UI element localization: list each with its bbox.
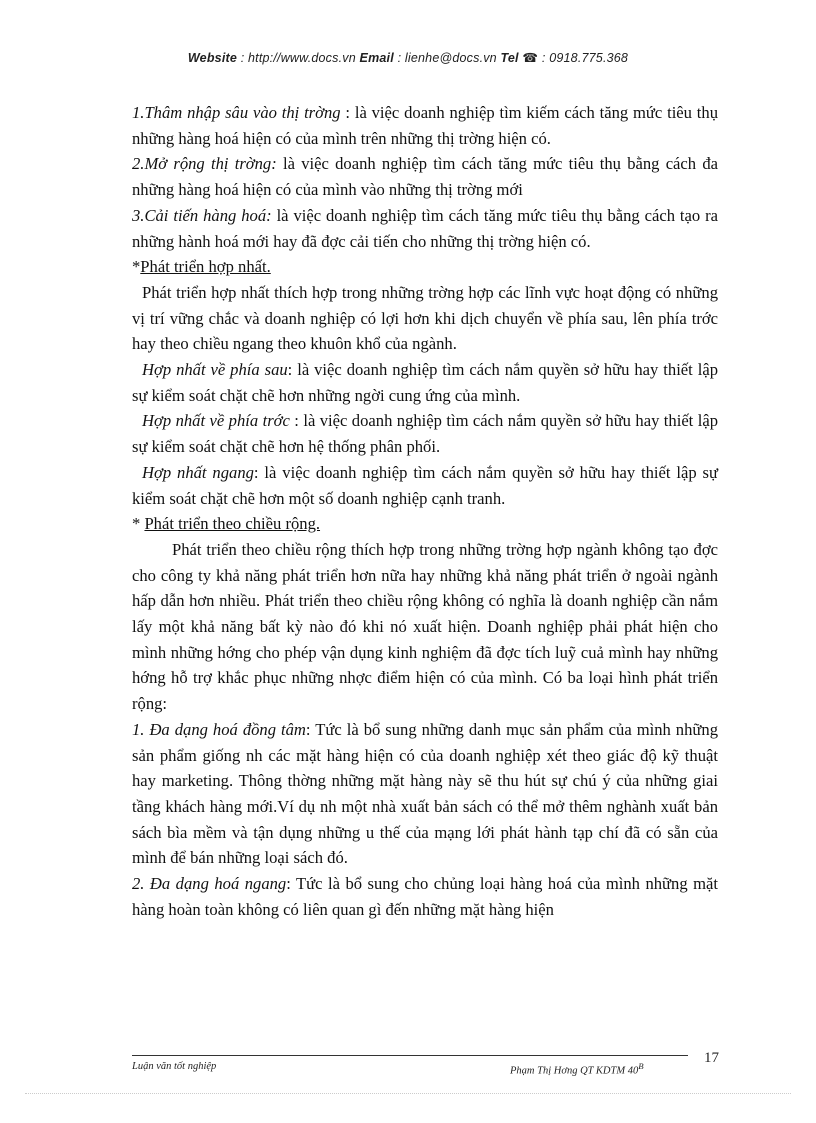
phone-icon: ☎ (522, 51, 539, 65)
website-label: Website (187, 51, 238, 65)
term-horizontal-integration: Hợp nhất ngang (142, 462, 254, 482)
paragraph-integration: Phát triển hợp nhất thích hợp trong những trờng hợp các lĩnh vực hoạt động có những vị trí vững chắc và doanh nghiệp có lợi hơn khi dịch chuyển về phía sau, lên phía trớc hay theo chiều ngang theo khuôn khổ của ngành. (132, 282, 718, 354)
paragraph-market-penetration: 1.Thâm nhập sâu vào thị trờng : là việc doanh nghiệp tìm kiếm cách tăng mức tiêu thụ những hàng hoá hiện có của mình trên những thị trờng hiện có. (132, 103, 718, 148)
website-url[interactable]: : http://www.docs.vn (237, 51, 360, 65)
term-market-expansion: 2.Mở rộng thị trờng: (132, 154, 277, 174)
footer-author-sup: B (638, 1061, 644, 1071)
term-product-improvement: 3.Cải tiến hàng hoá: (132, 205, 272, 225)
footer-author: Phạm Thị Hơng QT KDTM $40^B$ (510, 1061, 644, 1077)
paragraph-horizontal-diversification: 2. Đa dạng hoá ngang: Tức là bổ sung cho chủng loại hàng hoá của mình những mặt hàng hoàn toàn không có liên quan gì đến những mặt hàng hiện (132, 874, 718, 919)
heading-integration: *Phát triển hợp nhất. (132, 257, 271, 277)
document-body (132, 100, 718, 923)
page-number: 17 (704, 1050, 719, 1066)
term-backward-integration: Hợp nhất về phía sau (142, 360, 288, 380)
heading-diversification: * Phát triển theo chiều rộng. (132, 514, 321, 534)
email-address[interactable]: : lienhe@docs.vn (393, 51, 501, 65)
term-forward-integration: Hợp nhất về phía trớc (142, 411, 290, 431)
term-market-penetration: 1.Thâm nhập sâu vào thị trờng (132, 103, 341, 122)
heading-integration-title: Phát triển hợp nhất. (140, 257, 271, 277)
term-horizontal-diversification: 2. Đa dạng hoá ngang (132, 874, 287, 894)
paragraph-forward-integration: Hợp nhất về phía trớc : là việc doanh nghiệp tìm cách nắm quyền sở hữu hay thiết lập sự kiểm soát chặt chẽ hơn hệ thống phân phối. (132, 411, 718, 457)
email-label: Email (359, 51, 394, 65)
paragraph-backward-integration: Hợp nhất về phía sau: là việc doanh nghiệp tìm cách nắm quyền sở hữu hay thiết lập sự kiểm soát chặt chẽ hơn những ngời cung ứng của mình. (132, 360, 718, 405)
paragraph-diversification: Phát triển theo chiều rộng thích hợp trong những trờng hợp ngành không tạo đợc cho công ty khả năng phát triển hơn nữa hay những khả năng phát triển ở ngoài ngành hấp dẫn hơn nhiều. Phát triển theo chiều rộng không có nghĩa là doanh nghiệp cần nắm lấy một khả năng bất kỳ nào đó khi nó xuất hiện. Doanh nghiệp phải phát hiện cho mình những hớng cho phép vận dụng kinh nghiệm đã đợc tích luỹ cuả mình hay những hớng hỗ trợ khắc phục những nhợc điểm hiện có của mình. Có ba loại hình phát triển rộng: (132, 539, 718, 714)
paragraph-market-expansion: 2.Mở rộng thị trờng: là việc doanh nghiệp tìm cách tăng mức tiêu thụ bằng cách đa những hàng hoá hiện có của mình vào những thị trờng mới (132, 154, 718, 200)
tel-number: : 0918.775.368 (538, 51, 629, 65)
paragraph-concentric-diversification: 1. Đa dạng hoá đồng tâm: Tức là bổ sung những danh mục sản phẩm của mình những sản phẩm giống nh các mặt hàng hiện có của doanh nghiệp xét theo giác độ kỹ thuật hay marketing. Thông thờng những mặt hàng này sẽ thu hút sự chú ý của những giai tầng khách hàng mới.Ví dụ nh một nhà xuất bản sách có thể mở thêm nghành xuất bản sách bìa mềm và tận dụng những u thế của mạng lới phát hành tạp chí đã có sẵn của mình để bán những loại sách đó. (132, 719, 718, 868)
paragraph-horizontal-integration: Hợp nhất ngang: là việc doanh nghiệp tìm cách nắm quyền sở hữu hay thiết lập sự kiểm soát chặt chẽ hơn một số doanh nghiệp cạnh tranh. (132, 462, 719, 508)
page-bottom-dotted-line (25, 1093, 791, 1094)
paragraph-product-improvement: 3.Cải tiến hàng hoá: là việc doanh nghiệp tìm cách tăng mức tiêu thụ bằng cách tạo ra những hành hoá mới hay đã đợc cải tiến cho những thị trờng hiện có. (132, 205, 718, 251)
page-header (0, 50, 816, 65)
tel-label: Tel (500, 51, 519, 65)
footer-divider (132, 1055, 688, 1056)
footer-thesis-label: Luận văn tốt nghiệp (132, 1061, 217, 1072)
heading-diversification-title: Phát triển theo chiều rộng. (144, 514, 321, 534)
term-concentric-diversification: 1. Đa dạng hoá đồng tâm (132, 719, 306, 739)
